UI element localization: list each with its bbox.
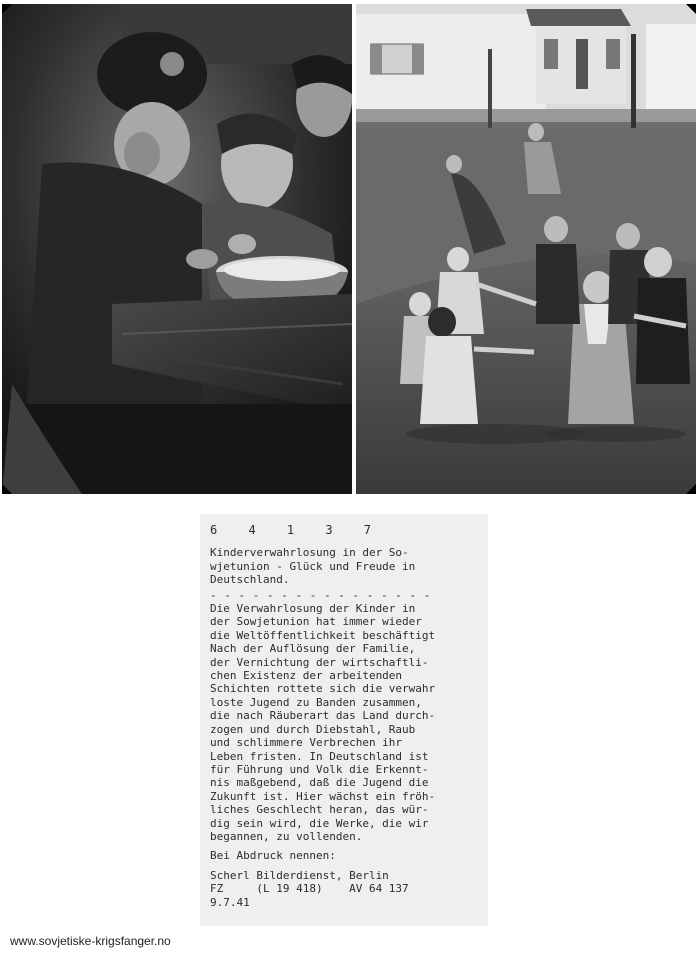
caption-body-line: die Weltöffentlichkeit beschäftigt (210, 628, 436, 642)
caption-body-line: dig sein wird, die Werke, die wir (210, 816, 429, 830)
credit-line: FZ (L 19 418) AV 64 137 (210, 882, 409, 896)
caption-body-line: der Sowjetunion hat immer wieder (210, 615, 422, 629)
caption-body-line: liches Geschlecht heran, das wür- (210, 803, 429, 817)
photo-children-playing-image (356, 4, 696, 494)
photo-corner-mount (686, 4, 696, 14)
photo-corner-mount (2, 4, 12, 14)
caption-body-line: der Vernichtung der wirtschaftli- (210, 655, 429, 669)
caption-body-line: Leben fristen. In Deutschland ist (210, 749, 429, 763)
credit-block (210, 869, 478, 909)
caption-title (210, 546, 478, 586)
caption-body-line: für Führung und Volk die Erkennt- (210, 762, 429, 776)
caption-title-line: Deutschland. (210, 573, 290, 587)
caption-body-line: begannen, zu vollenden. (210, 829, 363, 843)
credit-heading: Bei Abdruck nennen: (210, 849, 336, 863)
caption-number: 6 4 1 3 7 (210, 523, 384, 537)
credit-line: Scherl Bilderdienst, Berlin (210, 868, 389, 882)
caption-body (210, 602, 478, 843)
caption-body-line: loste Jugend zu Banden zusammen, (210, 695, 422, 709)
caption-body-line: Die Verwahrlosung der Kinder in (210, 602, 416, 616)
caption-card (200, 514, 488, 926)
photo-corner-mount (686, 484, 696, 494)
photo-corner-mount (2, 484, 12, 494)
credit-line: 9.7.41 (210, 895, 250, 909)
photo-children-playing (356, 4, 696, 494)
photo-children-eating-image (2, 4, 352, 494)
caption-divider: - - - - - - - - - - - - - - - - (210, 588, 431, 602)
caption-body-line: und schlimmere Verbrechen ihr (210, 736, 403, 750)
caption-body-line: zogen und durch Diebstahl, Raub (210, 722, 416, 736)
caption-body-line: die nach Räuberart das Land durch- (210, 709, 436, 723)
photo-children-eating (2, 4, 352, 494)
caption-title-line: wjetunion - Glück und Freude in (210, 559, 416, 573)
caption-body-line: nis maßgebend, daß die Jugend die (210, 776, 429, 790)
caption-title-line: Kinderverwahrlosung in der So- (210, 546, 409, 560)
caption-body-line: Schichten rottete sich die verwahr (210, 682, 436, 696)
caption-body-line: chen Existenz der arbeitenden (210, 669, 403, 683)
watermark-url: www.sovjetiske-krigsfanger.no (10, 934, 171, 948)
caption-body-line: Zukunft ist. Hier wächst ein fröh- (210, 789, 436, 803)
caption-body-line: Nach der Auflösung der Familie, (210, 642, 416, 656)
